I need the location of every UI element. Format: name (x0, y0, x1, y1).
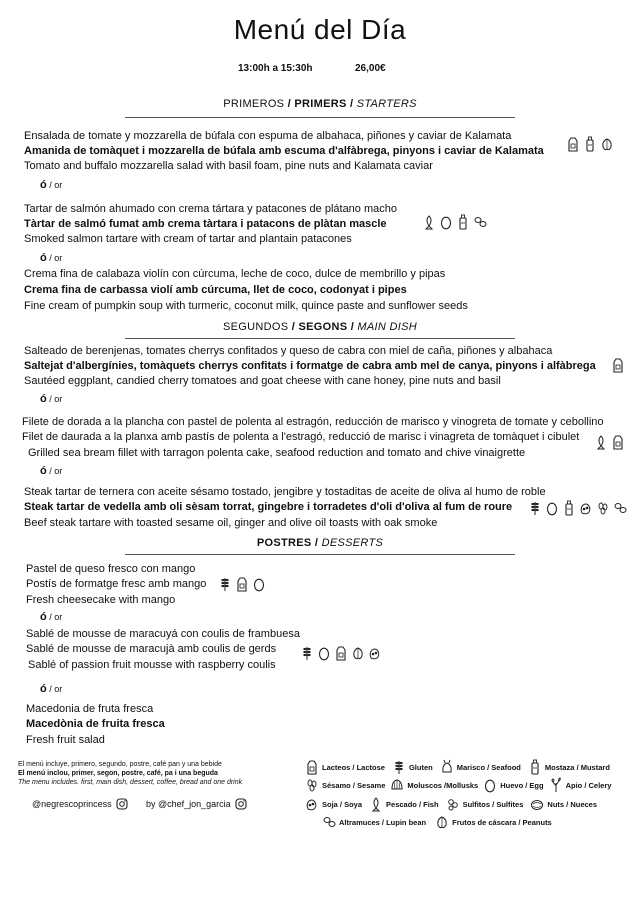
or-separator: ó / or (40, 683, 63, 695)
apio-icon (549, 777, 563, 793)
section-sep: / (314, 537, 319, 549)
main-1-ca: Saltejat d'albergínies, tomàquets cherrys confitats i formatge de cabra amb mel de canya, pinyons i alfàbrega (24, 360, 596, 372)
section-header-mains (0, 321, 640, 333)
soja-icon (305, 796, 319, 812)
instagram-restaurant[interactable] (32, 798, 128, 810)
instagram-handle[interactable]: @negrescoprincess (32, 799, 112, 809)
dessert-3-ca: Macedònia de fruita fresca (26, 718, 165, 730)
frutos-cascara-icon (351, 645, 365, 661)
starter-1-en: Tomato and buffalo mozzarella salad with basil foam, pine nuts and Kalamata caviar (24, 160, 433, 172)
frutos-cascara-icon (435, 814, 449, 830)
section-header-starters (0, 98, 640, 110)
dessert-3-es: Macedonia de fruta fresca (26, 703, 154, 715)
main-3-es: Steak tartar de ternera con aceite sésamo tostado, jengibre y tostaditas de aceite de oliva al humo de roble (24, 486, 546, 498)
lacteos-icon (235, 576, 249, 592)
mostaza-icon (528, 759, 542, 775)
dessert-1-allergens (218, 576, 266, 592)
sulfitos-icon (446, 796, 460, 812)
legend-row-3: Soja / Soya Pescado / Fish Sulfitos / Sulfites Nuts / Nueces (305, 796, 597, 812)
dessert-2-en: Sablé of passion fruit mousse with raspberry coulis (28, 659, 276, 671)
gluten-icon (300, 645, 314, 661)
or-separator: ó / or (40, 465, 63, 477)
pescado-icon (594, 434, 608, 450)
dessert-2-ca: Sablé de mousse de maracujà amb coulis de gerds (26, 643, 277, 655)
divider (125, 338, 515, 339)
chef-handle[interactable]: by @chef_jon_garcia (146, 799, 231, 809)
mostaza-icon (562, 500, 576, 516)
frutos-cascara-icon (600, 136, 614, 152)
or-separator: ó / or (40, 252, 63, 264)
lacteos-icon (611, 434, 625, 450)
section-sep: / (350, 321, 355, 333)
section-label-ca: SEGONS (298, 321, 348, 333)
gluten-icon (392, 759, 406, 775)
section-label-en: DESSERTS (321, 537, 384, 549)
main-3-allergens (528, 500, 627, 516)
dessert-1-en: Fresh cheesecake with mango (26, 594, 176, 606)
legend-item-lacteos: Lacteos / Lactose Gluten Marisco / Seafood Mostaza / Mustard (305, 759, 610, 775)
main-2-ca: Filet de daurada a la planxa amb pastís de polenta a l'estragó, reducció de marisc i vinagreta de tomàquet i cibulet (22, 431, 580, 443)
soja-icon (579, 500, 593, 516)
section-label-es: POSTRES (256, 537, 312, 549)
section-label-ca: PRIMERS (294, 98, 347, 110)
section-header-desserts (0, 537, 640, 549)
includes-es: El menú incluye, primero, segundo, postre, café pan y una bebide (18, 761, 222, 768)
mostaza-icon (583, 136, 597, 152)
service-hours: 13:00h a 15:30h (238, 63, 313, 74)
sesamo-icon (596, 500, 610, 516)
page-title: Menú del Día (233, 14, 407, 45)
mostaza-icon (456, 214, 470, 230)
starter-2-ca: Tàrtar de salmó fumat amb crema tàrtara i patacons de plàtan mascle (24, 218, 387, 230)
huevo-icon (252, 576, 266, 592)
section-sep: / (349, 98, 354, 110)
or-separator: ó / or (40, 393, 63, 405)
lacteos-icon (305, 759, 319, 775)
main-1-es: Salteado de berenjenas, tomates cherrys confitados y queso de cabra con miel de caña, piñones y albahaca (24, 345, 553, 357)
sesamo-icon (305, 777, 319, 793)
dessert-3-en: Fresh fruit salad (26, 734, 105, 746)
starter-1-es: Ensalada de tomate y mozzarella de búfala con espuma de albahaca, piñones y caviar de Kalamata (24, 130, 512, 142)
section-sep: / (291, 321, 296, 333)
gluten-icon (218, 576, 232, 592)
starter-2-es: Tartar de salmón ahumado con crema tártara y patacones de plátano macho (24, 203, 397, 215)
main-3-ca: Steak tartar de vedella amb oli sèsam torrat, gingebre i torradetes d'oli d'oliva al fum de roure (24, 501, 513, 513)
lacteos-icon (334, 645, 348, 661)
section-label-es: SEGUNDOS (223, 321, 289, 333)
instagram-icon (235, 798, 247, 810)
lacteos-icon (611, 357, 625, 373)
altramuces-icon (613, 500, 627, 516)
gluten-icon (528, 500, 542, 516)
section-label-en: MAIN DISH (357, 321, 417, 333)
instagram-icon (116, 798, 128, 810)
dessert-1-es: Pastel de queso fresco con mango (26, 563, 196, 575)
or-separator: ó / or (40, 611, 63, 623)
marisco-icon (440, 759, 454, 775)
main-2-allergens (594, 434, 625, 450)
includes-ca: El menú inclou, primer, segon, postre, café, pa i una beguda (18, 770, 218, 777)
starter-1-ca: Amanida de tomàquet i mozzarella de búfala amb escuma d'alfàbrega, pinyons i caviar de Kalamata (24, 145, 544, 157)
altramuces-icon (322, 814, 336, 830)
main-2-en: Grilled sea bream fillet with tarragon polenta cake, seafood reduction and tomato and chive vinaigrette (28, 447, 526, 459)
menu-includes-note (18, 760, 242, 787)
nuts-icon (530, 796, 544, 812)
main-2-es: Filete de dorada a la plancha con pastel de polenta al estragón, reducción de marisco y vinogreta de tomate y cebollino (22, 416, 604, 428)
huevo-icon (317, 645, 331, 661)
altramuces-icon (473, 214, 487, 230)
dessert-1-ca: Postís de formatge fresc amb mango (26, 578, 207, 590)
moluscos-icon (390, 777, 404, 793)
divider (125, 554, 515, 555)
lacteos-icon (566, 136, 580, 152)
menu-price: 26,00€ (355, 63, 386, 74)
dessert-2-es: Sablé de mousse de maracuyá con coulis de frambuesa (26, 628, 300, 640)
dessert-2-allergens (300, 645, 382, 661)
huevo-icon (483, 777, 497, 793)
main-1-allergens (611, 357, 625, 373)
section-label-en: STARTERS (356, 98, 417, 110)
starter-3-ca: Crema fina de carbassa violí amb cúrcuma, llet de coco, codonyat i pipes (24, 284, 407, 296)
starter-2-allergens (422, 214, 487, 230)
legend-row-2: Sésamo / Sesame Moluscos /Mollusks Huevo / Egg Apio / Celery (305, 777, 611, 793)
huevo-icon (439, 214, 453, 230)
or-separator: ó / or (40, 179, 63, 191)
pescado-icon (369, 796, 383, 812)
section-sep: / (287, 98, 292, 110)
section-label-es: PRIMEROS (223, 98, 285, 110)
includes-en: The menu includes. first, main dish, dessert, coffee, bread and one drink (18, 779, 243, 786)
huevo-icon (545, 500, 559, 516)
pescado-icon (422, 214, 436, 230)
soja-icon (368, 645, 382, 661)
starter-2-en: Smoked salmon tartare with cream of tartar and plantain patacones (24, 233, 352, 245)
main-3-en: Beef steak tartare with toasted sesame oil, ginger and olive oil toasts with oak smoke (24, 517, 438, 529)
main-1-en: Sautéed eggplant, candied cherry tomatoes and goat cheese with cane honey, pine nuts and basil (24, 375, 501, 387)
legend-row-4: Altramuces / Lupin bean Frutos de cáscara / Peanuts (322, 814, 552, 830)
starter-3-es: Crema fina de calabaza violín con cúrcuma, leche de coco, dulce de membrillo y pipas (24, 268, 446, 280)
starter-3-en: Fine cream of pumpkin soup with turmeric, coconut milk, quince paste and sunflower seeds (24, 300, 468, 312)
divider (125, 117, 515, 118)
instagram-chef[interactable] (146, 798, 247, 810)
starter-1-allergens (566, 136, 614, 152)
